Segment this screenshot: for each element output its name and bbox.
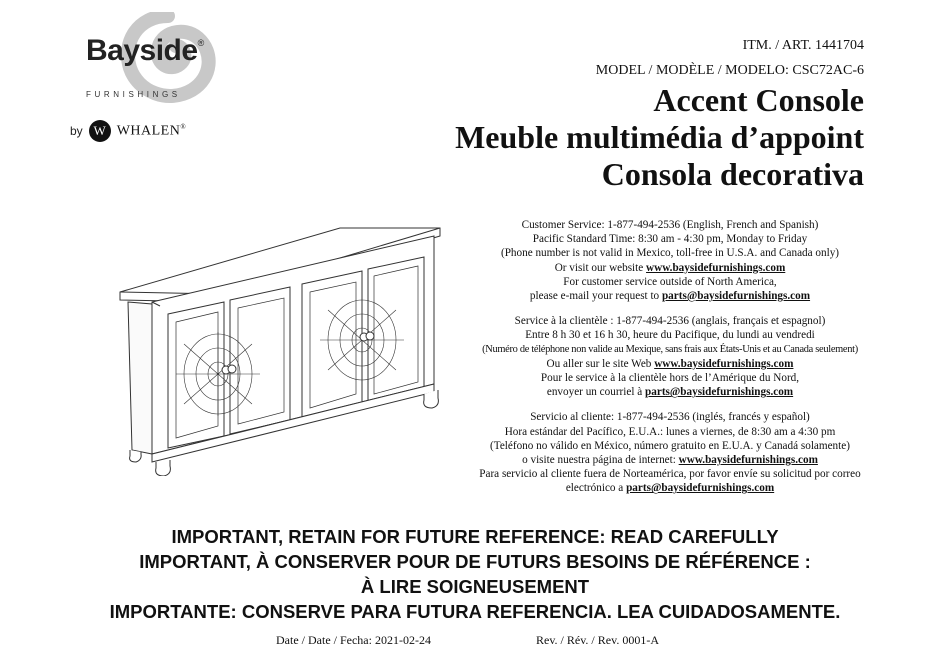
website-line: o visite nuestra página de internet: www.baysidefurnishings.com: [522, 454, 818, 467]
email-line: envoyer un courriel à parts@baysidefurnishings.com: [546, 386, 794, 399]
product-titles: [455, 82, 864, 193]
contact-line: (Teléfono no válido en México, número gratuito en E.U.A. y Canadá solamente): [490, 439, 850, 452]
contact-line: Service à la clientèle : 1-877-494-2536 (anglais, français et espagnol): [514, 315, 826, 328]
contact-line: Para servicio al cliente fuera de Norteamérica, por favor envíe su solicitud por correo: [479, 468, 861, 481]
contact-english: [455, 218, 885, 303]
contact-line: Servicio al cliente: 1-877-494-2536 (inglés, francés y español): [530, 411, 810, 424]
contact-line: (Phone number is not valid in Mexico, toll-free in U.S.A. and Canada only): [500, 247, 840, 260]
email-link[interactable]: parts@baysidefurnishings.com: [626, 482, 775, 495]
whalen-name: WHALEN®: [116, 122, 187, 139]
whalen-byline: [70, 120, 186, 142]
title-french: Meuble multimédia d’appoint: [455, 119, 864, 155]
website-link[interactable]: www.baysidefurnishings.com: [646, 261, 786, 274]
contact-line: Entre 8 h 30 et 16 h 30, heure du Pacifique, du lundi au vendredi: [525, 329, 815, 342]
document-revision: Rev. / Rév. / Rev. 0001-A: [536, 633, 659, 647]
brand-name: Bayside®: [86, 34, 204, 67]
email-line: please e-mail your request to parts@baysidefurnishings.com: [529, 290, 811, 303]
item-number: ITM. / ART. 1441704: [742, 38, 864, 53]
website-link[interactable]: www.baysidefurnishings.com: [678, 454, 818, 467]
contact-line: Hora estándar del Pacífico, E.U.A.: lunes a viernes, de 8:30 am a 4:30 pm: [504, 425, 836, 438]
contact-line: Customer Service: 1-877-494-2536 (English, French and Spanish): [521, 219, 819, 231]
website-line: Or visit our website www.baysidefurnishings.com: [554, 261, 786, 274]
important-line-spanish: IMPORTANTE: CONSERVE PARA FUTURA REFERENCIA. LEA CUIDADOSAMENTE.: [109, 601, 841, 622]
contact-french: [455, 314, 885, 399]
accent-console-illustration: [108, 214, 454, 476]
important-notice: [0, 524, 950, 624]
document-date: Date / Date / Fecha: 2021-02-24: [276, 633, 431, 647]
email-line: electrónico a parts@baysidefurnishings.com: [565, 482, 775, 495]
contact-line: Pour le service à la clientèle hors de l’Amérique du Nord,: [540, 372, 800, 385]
bayside-logo: [60, 12, 240, 152]
title-english: Accent Console: [653, 82, 864, 118]
contact-line: (Numéro de téléphone non valide au Mexique, sans frais aux États-Unis et au Canada seulement): [482, 343, 858, 355]
website-link[interactable]: www.baysidefurnishings.com: [654, 357, 794, 370]
important-line-french-2: À LIRE SOIGNEUSEMENT: [360, 576, 590, 597]
important-line-french: IMPORTANT, À CONSERVER POUR DE FUTURS BESOINS DE RÉFÉRENCE :: [139, 551, 811, 572]
email-link[interactable]: parts@baysidefurnishings.com: [645, 386, 794, 399]
contact-spanish: [455, 410, 885, 495]
whalen-w-icon: W: [89, 120, 111, 142]
website-line: Ou aller sur le site Web www.baysidefurnishings.com: [546, 357, 794, 370]
contact-line: For customer service outside of North America,: [563, 275, 777, 288]
brand-tagline: FURNISHINGS: [86, 90, 181, 99]
contact-line: Pacific Standard Time: 8:30 am - 4:30 pm, Monday to Friday: [532, 233, 808, 246]
customer-service-info: [455, 218, 885, 507]
model-number: MODEL / MODÈLE / MODELO: CSC72AC-6: [595, 63, 864, 78]
important-line-english: IMPORTANT, RETAIN FOR FUTURE REFERENCE: READ CAREFULLY: [171, 526, 779, 547]
by-label: by: [70, 124, 83, 138]
email-link[interactable]: parts@baysidefurnishings.com: [661, 290, 811, 303]
title-spanish: Consola decorativa: [601, 156, 864, 192]
